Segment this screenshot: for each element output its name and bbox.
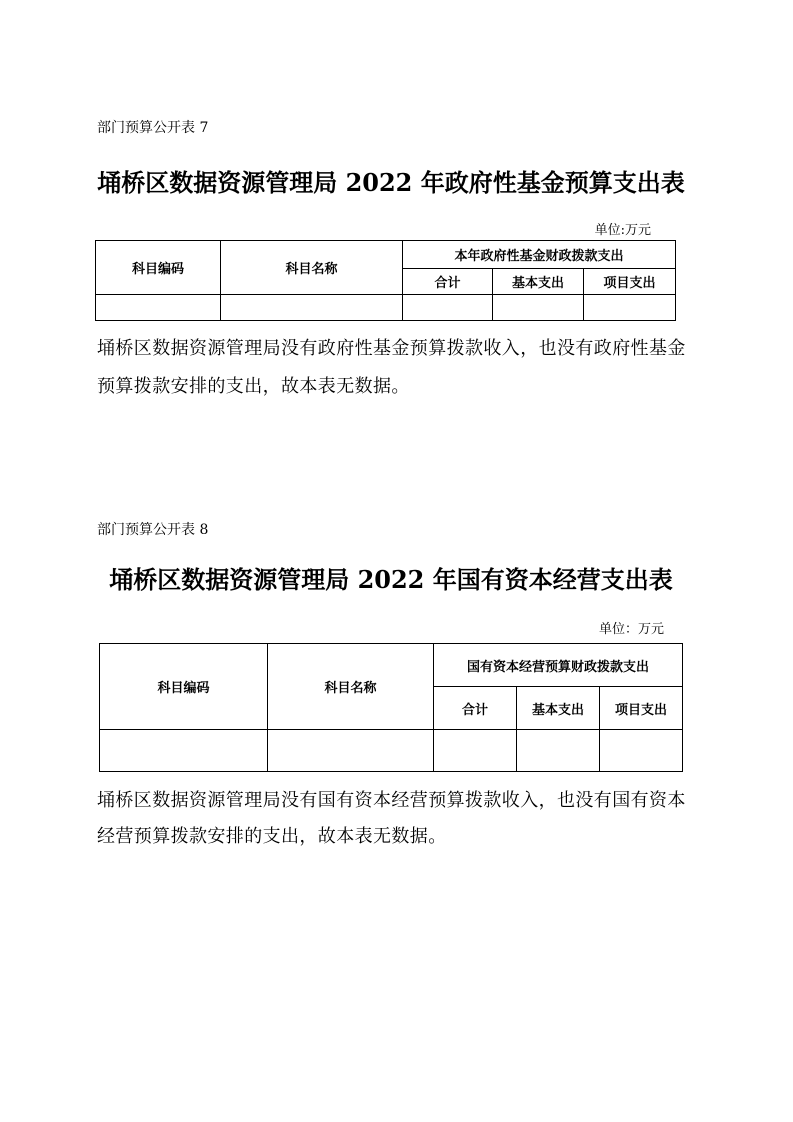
table-cell-empty (584, 295, 676, 321)
header-group: 本年政府性基金财政拨款支出 (403, 241, 676, 269)
table-7-note-line-1: 埇桥区数据资源管理局没有政府性基金预算拨款收入，也没有政府性基金 (97, 338, 686, 359)
header-total: 合计 (434, 687, 517, 730)
table-cell-empty (434, 730, 517, 772)
header-subject-name: 科目名称 (268, 644, 434, 730)
state-capital-operation-table (99, 643, 683, 772)
table-cell-empty (96, 295, 221, 321)
table-8-note-line-1: 埇桥区数据资源管理局没有国有资本经营预算拨款收入，也没有国有资本 (97, 790, 686, 811)
header-project-expense: 项目支出 (600, 687, 683, 730)
table-8-title: 埇桥区数据资源管理局 2022 年国有资本经营支出表 (109, 565, 673, 594)
table-cell-empty (268, 730, 434, 772)
header-subject-code: 科目编码 (96, 241, 221, 295)
header-group: 国有资本经营预算财政拨款支出 (434, 644, 683, 687)
table-cell-empty (100, 730, 268, 772)
table-7-note-line-2: 预算拨款安排的支出，故本表无数据。 (97, 376, 410, 397)
table-cell-empty (403, 295, 493, 321)
table-cell-empty (221, 295, 403, 321)
header-total: 合计 (403, 269, 493, 295)
table-7-title: 埇桥区数据资源管理局 2022 年政府性基金预算支出表 (97, 168, 685, 197)
table-cell-empty (517, 730, 600, 772)
header-basic-expense: 基本支出 (517, 687, 600, 730)
table-row (96, 295, 676, 321)
government-fund-budget-table (95, 240, 676, 321)
header-subject-name: 科目名称 (221, 241, 403, 295)
table-8-note-line-2: 经营预算拨款安排的支出，故本表无数据。 (97, 826, 447, 847)
header-basic-expense: 基本支出 (493, 269, 584, 295)
header-subject-code: 科目编码 (100, 644, 268, 730)
table-8-label: 部门预算公开表 8 (97, 522, 209, 538)
header-project-expense: 项目支出 (584, 269, 676, 295)
table-7-label: 部门预算公开表 7 (97, 120, 209, 136)
table-cell-empty (600, 730, 683, 772)
table-row (100, 730, 683, 772)
table-7-unit: 单位:万元 (594, 223, 651, 238)
table-cell-empty (493, 295, 584, 321)
table-8-unit: 单位：万元 (598, 622, 664, 637)
